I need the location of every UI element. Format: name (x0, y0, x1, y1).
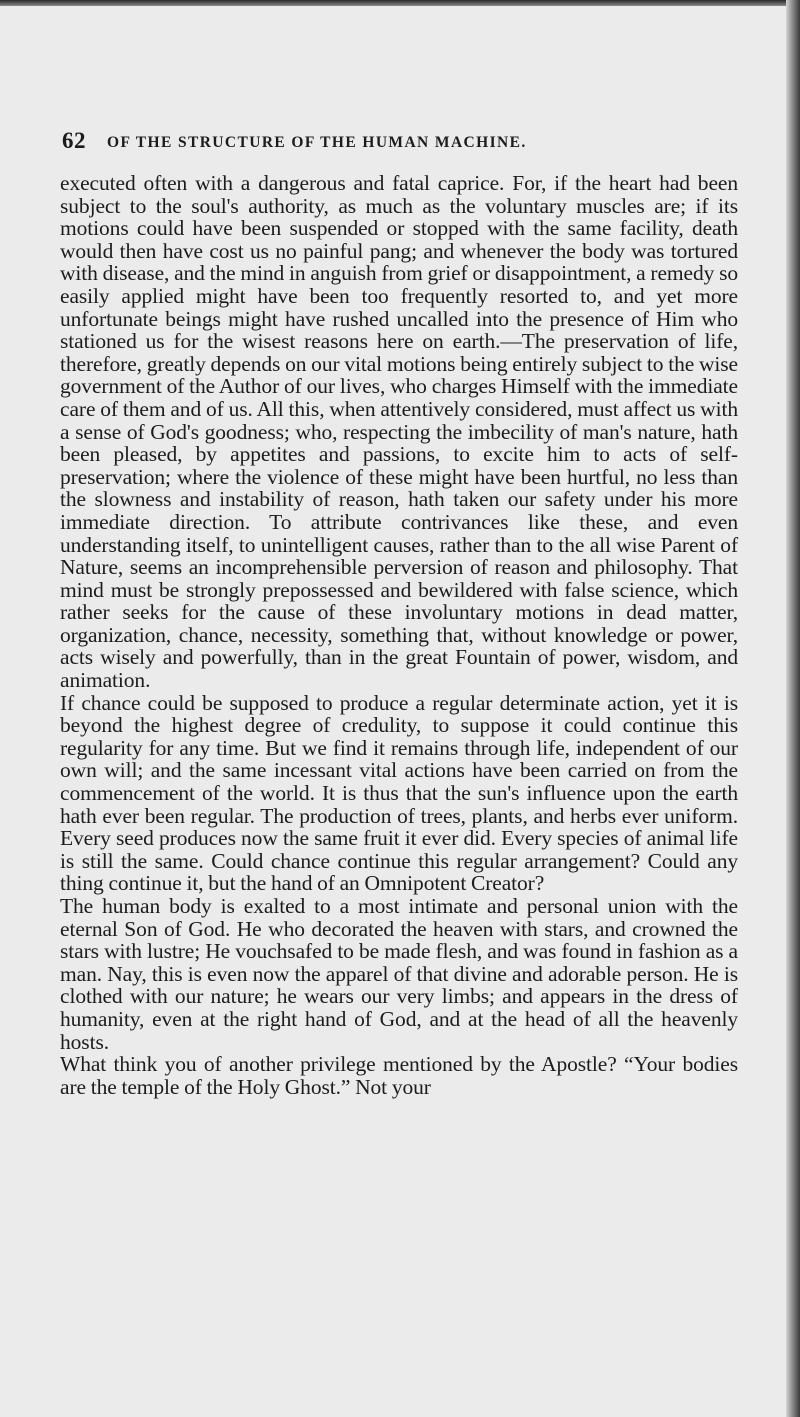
body-text (60, 172, 738, 1098)
paragraph-3: The human body is exalted to a most intimate and personal union with the eternal Son of God. He who decorated the heaven with stars, and crowned the stars with lustre; He vouchsafed to be made flesh, and was found in fashion as a man. Nay, this is even now the apparel of that divine and adorable person. He is clothed with our nature; he wears our very limbs; and appears in the dress of humanity, even at the right hand of God, and at the head of all the heavenly hosts. (60, 894, 738, 1054)
running-head: OF THE STRUCTURE OF THE HUMAN MACHINE. (107, 134, 527, 151)
page-number: 62 (62, 128, 86, 153)
paragraph-1: executed often with a dangerous and fatal caprice. For, if the heart had been subject to the soul's authority, as much as the voluntary muscles are; if its motions could have been suspended or stopped with the same facility, death would then have cost us no painful pang; and whenever the body was tortured with disease, and the mind in anguish from grief or disappointment, a remedy so easily applied might have been too frequently resorted to, and yet more unfortunate beings might have rushed uncalled into the presence of Him who stationed us for the wisest reasons here on earth.—The preservation of life, therefore, greatly depends on our vital motions being entirely subject to the wise government of the Author of our lives, who charges Himself with the immediate care of them and of us. All this, when attentively considered, must affect us with a sense of God's goodness; who, respecting the imbecility of man's nature, hath been pleased, by appetites and passions, to excite him to acts of self-preservation; where the violence of these might have been hurtful, no less than the slowness and instability of reason, hath taken our safety under his more immediate direction. To attribute contrivances like these, and even understanding itself, to unintelligent causes, rather than to the all wise Parent of Nature, seems an incomprehensible perversion of reason and philosophy. That mind must be strongly prepossessed and bewildered with false science, which rather seeks for the cause of these involuntary motions in dead matter, organization, chance, necessity, something that, without knowledge or power, acts wisely and powerfully, than in the great Fountain of power, wisdom, and animation. (60, 171, 738, 693)
page-top-shadow (0, 0, 790, 6)
paragraph-4: What think you of another privilege mentioned by the Apostle? “Your bodies are the temple of the Holy Ghost.” Not your (60, 1052, 738, 1099)
page-right-edge-shadow (786, 0, 800, 1417)
paragraph-2: If chance could be supposed to produce a regular determinate action, yet it is beyond the highest degree of credulity, to suppose it could continue this regularity for any time. But we find it remains through life, independent of our own will; and the same incessant vital actions have been carried on from the commencement of the world. It is thus that the sun's influence upon the earth hath ever been regular. The production of trees, plants, and herbs ever uniform. Every seed produces now the same fruit it ever did. Every species of animal life is still the same. Could chance continue this regular arrangement? Could any thing continue it, but the hand of an Omnipotent Creator? (60, 690, 738, 896)
page-header (62, 128, 742, 162)
